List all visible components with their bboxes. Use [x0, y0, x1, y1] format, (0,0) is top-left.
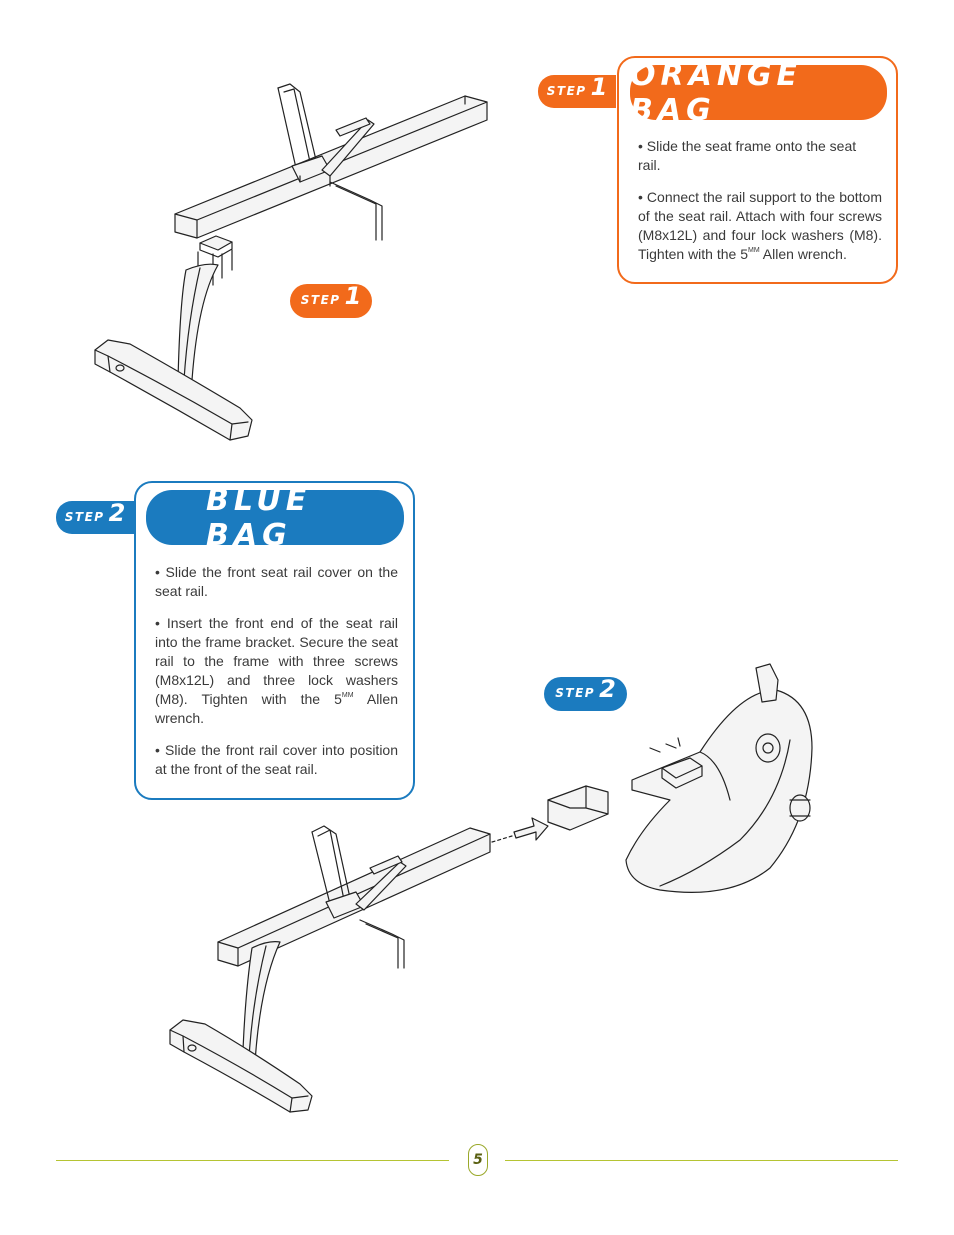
step1-paragraph-2-text: • Connect the rail support to the bottom of the seat rail. Attach with four screws (M8x12L) and four lock washers (M8). Tighten with the 5 [638, 189, 882, 262]
step2-paragraph-2-text: • Insert the front end of the seat rail into the frame bracket. Secure the seat rail to the frame with three screws (M8x12L) and three lock washers (M8). Tighten with the 5 [155, 615, 398, 707]
step-tag-number: 2 [599, 675, 616, 703]
page-number: 5 [468, 1144, 488, 1176]
step1-bag-title: ORANGE BAG [630, 65, 887, 120]
footer-line-right [505, 1160, 898, 1161]
step1-paragraph-2-end: Allen wrench. [762, 246, 847, 262]
step-tag-word: STEP [546, 84, 587, 98]
step-tag-number: 2 [108, 499, 126, 527]
step2-paragraph-2-end: Allen wrench. [155, 691, 398, 726]
step2-paragraph-3: • Slide the front rail cover into position at the front of the seat rail. [155, 742, 398, 777]
step1-mm-superscript: MM [748, 247, 760, 254]
step1-paragraph-1: • Slide the seat frame onto the seat rail. [638, 138, 857, 173]
step2-paragraph-1: • Slide the front seat rail cover on the seat rail. [155, 564, 398, 599]
step2-mm-superscript: MM [341, 692, 354, 699]
step-tag-number: 1 [590, 73, 608, 101]
step-tag-number: 1 [344, 282, 362, 310]
footer-line-left [56, 1160, 449, 1161]
step-tag-word: STEP [555, 686, 596, 700]
step2-bag-title: BLUE BAG [146, 490, 404, 545]
step-tag-word: STEP [300, 293, 341, 307]
step-tag-word: STEP [64, 510, 105, 524]
